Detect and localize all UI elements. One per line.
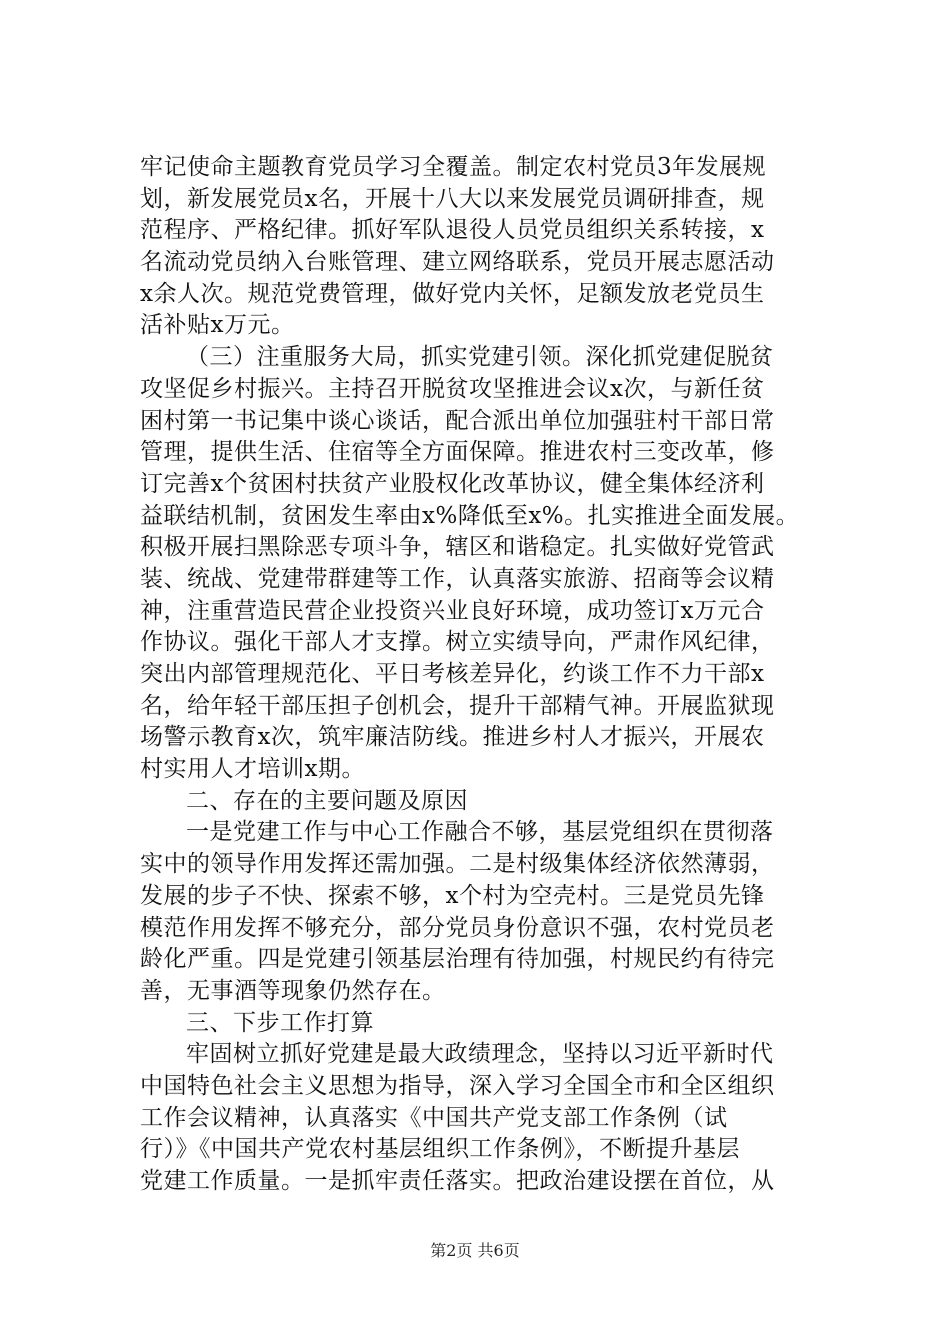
text-line: 困村第一书记集中谈心谈话，配合派出单位加强驻村干部日常	[140, 407, 775, 434]
text-line: 管理，提供生活、住宿等全方面保障。推进农村三变改革，修	[140, 439, 775, 466]
text-line: 党建工作质量。一是抓牢责任落实。把政治建设摆在首位，从	[140, 1168, 775, 1194]
text-line: 装、统战、党建带群建等工作，认真落实旅游、招商等会议精	[140, 565, 775, 592]
text-line: 名，给年轻干部压担子创机会，提升干部精气神。开展监狱现	[140, 692, 775, 719]
text-line: 神，注重营造民营企业投资兴业良好环境，成功签订x万元合	[140, 597, 765, 624]
text-line: 作协议。强化干部人才支撑。树立实绩导向，严肃作风纪律，	[140, 629, 775, 656]
text-line: 中国特色社会主义思想为指导，深入学习全国全市和全区组织	[140, 1072, 775, 1099]
text-line: 积极开展扫黑除恶专项斗争，辖区和谐稳定。扎实做好党管武	[140, 534, 775, 561]
text-line: 范程序、严格纪律。抓好军队退役人员党员组织关系转接，x	[140, 217, 765, 244]
text-line: 模范作用发挥不够充分，部分党员身份意识不强，农村党员老	[140, 914, 775, 941]
text-line: 牢记使命主题教育党员学习全覆盖。制定农村党员3年发展规	[140, 154, 767, 180]
text-line: 攻坚促乡村振兴。主持召开脱贫攻坚推进会议x次，与新任贫	[140, 375, 765, 402]
text-line: 名流动党员纳入台账管理、建立网络联系，党员开展志愿活动	[140, 249, 775, 276]
text-line: 牢固树立抓好党建是最大政绩理念，坚持以习近平新时代	[186, 1041, 774, 1068]
text-line: 划，新发展党员x名，开展十八大以来发展党员调研排查，规	[140, 185, 765, 212]
text-line: 工作会议精神，认真落实《中国共产党支部工作条例（试	[140, 1104, 728, 1131]
text-line: 行）》《中国共产党农村基层组织工作条例》，不断提升基层	[140, 1136, 740, 1163]
text-line: 龄化严重。四是党建引领基层治理有待加强，村规民约有待完	[140, 946, 775, 973]
text-line: 订完善x个贫困村扶贫产业股权化改革协议，健全集体经济利	[140, 470, 765, 497]
text-line: 突出内部管理规范化、平日考核差异化，约谈工作不力干部x	[140, 661, 765, 687]
section-heading-problems: 二、存在的主要问题及原因	[186, 787, 468, 814]
text-line: 实中的领导作用发挥还需加强。二是村级集体经济依然薄弱，	[140, 851, 775, 878]
text-line: 村实用人才培训x期。	[140, 756, 365, 783]
text-line: 活补贴x万元。	[140, 312, 295, 339]
section-heading-3: （三）注重服务大局，抓实党建引领。深化抓党建促脱贫	[186, 344, 774, 371]
text-line: 善，无事酒等现象仍然存在。	[140, 977, 446, 1004]
text-line: 一是党建工作与中心工作融合不够，基层党组织在贯彻落	[186, 819, 774, 846]
body-text	[140, 152, 830, 1198]
text-line: 益联结机制，贫困发生率由x%降低至x%。扎实推进全面发展。	[140, 502, 800, 529]
section-heading-plans: 三、下步工作打算	[186, 1009, 374, 1036]
text-line: 场警示教育x次，筑牢廉洁防线。推进乡村人才振兴，开展农	[140, 724, 765, 751]
text-line: x余人次。规范党费管理，做好党内关怀，足额发放老党员生	[140, 280, 765, 307]
page-number-footer: 第2页 共6页	[430, 1241, 520, 1260]
text-line: 发展的步子不快、探索不够，x个村为空壳村。三是党员先锋	[140, 882, 765, 909]
